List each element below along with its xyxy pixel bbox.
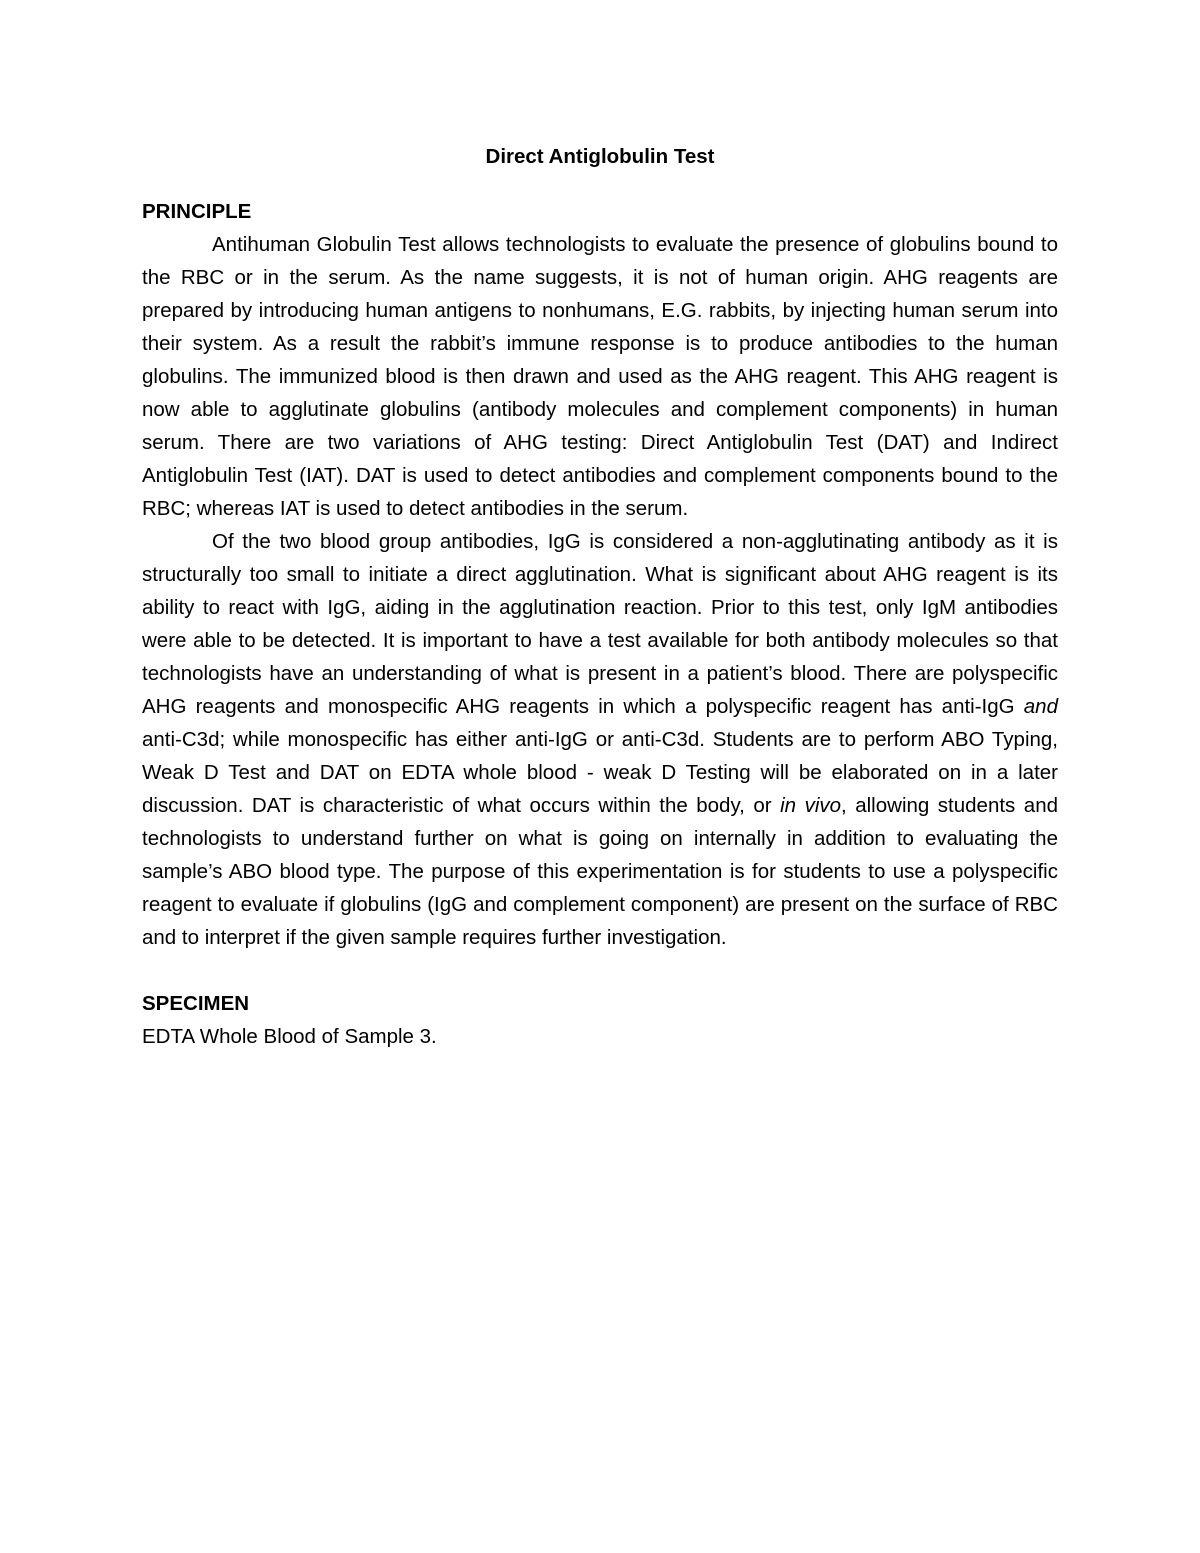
paragraph-2-text-3: , allowing students and technologists to understand further on what is going on internally in addition to evaluating the sample’s ABO blood type. The purpose of this experimentation is for students to use a polyspecific reagent to evaluate if globulins (IgG and complement component) are present on the surface of RBC and to interpret if the given sample requires further investigation.	[142, 794, 1058, 949]
paragraph-2-italic-in-vivo: in vivo	[780, 794, 842, 817]
principle-paragraph-1: Antihuman Globulin Test allows technologists to evaluate the presence of globulins bound to the RBC or in the serum. As the name suggests, it is not of human origin. AHG reagents are prepared by introducing human antigens to nonhumans, E.G. rabbits, by injecting human serum into their system. As a result the rabbit’s immune response is to produce antibodies to the human globulins. The immunized blood is then drawn and used as the AHG reagent. This AHG reagent is now able to agglutinate globulins (antibody molecules and complement components) in human serum. There are two variations of AHG testing: Direct Antiglobulin Test (DAT) and Indirect Antiglobulin Test (IAT). DAT is used to detect antibodies and complement components bound to the RBC; whereas IAT is used to detect antibodies in the serum.	[142, 233, 1058, 520]
paragraph-2-text-1: Of the two blood group antibodies, IgG is considered a non-agglutinating antibody as it is structurally too small to initiate a direct agglutination. What is significant about AHG reagent is its ability to react with IgG, aiding in the agglutination reaction. Prior to this test, only IgM antibodies were able to be detected. It is important to have a test available for both antibody molecules so that technologists have an understanding of what is present in a patient’s blood. There are polyspecific AHG reagents and monospecific AHG reagents in which a polyspecific reagent has anti-IgG	[142, 530, 1058, 718]
paragraph-2-text-2: anti-C3d; while monospecific has either anti-IgG or anti-C3d. Students are to perform ABO Typing, Weak D Test and DAT on EDTA whole blood - weak D Testing will be elaborated on in a later discussion. DAT is characteristic of what occurs within the body, or	[142, 728, 1058, 817]
paragraph-2-italic-and: and	[1023, 695, 1058, 718]
document-content	[142, 140, 1058, 1053]
specimen-heading: SPECIMEN	[142, 992, 250, 1015]
section-spacer	[142, 954, 1058, 987]
specimen-text: EDTA Whole Blood of Sample 3.	[142, 1025, 437, 1048]
principle-paragraph-2	[142, 525, 1058, 954]
document-title: Direct Antiglobulin Test	[485, 145, 715, 168]
principle-heading: PRINCIPLE	[142, 200, 252, 223]
